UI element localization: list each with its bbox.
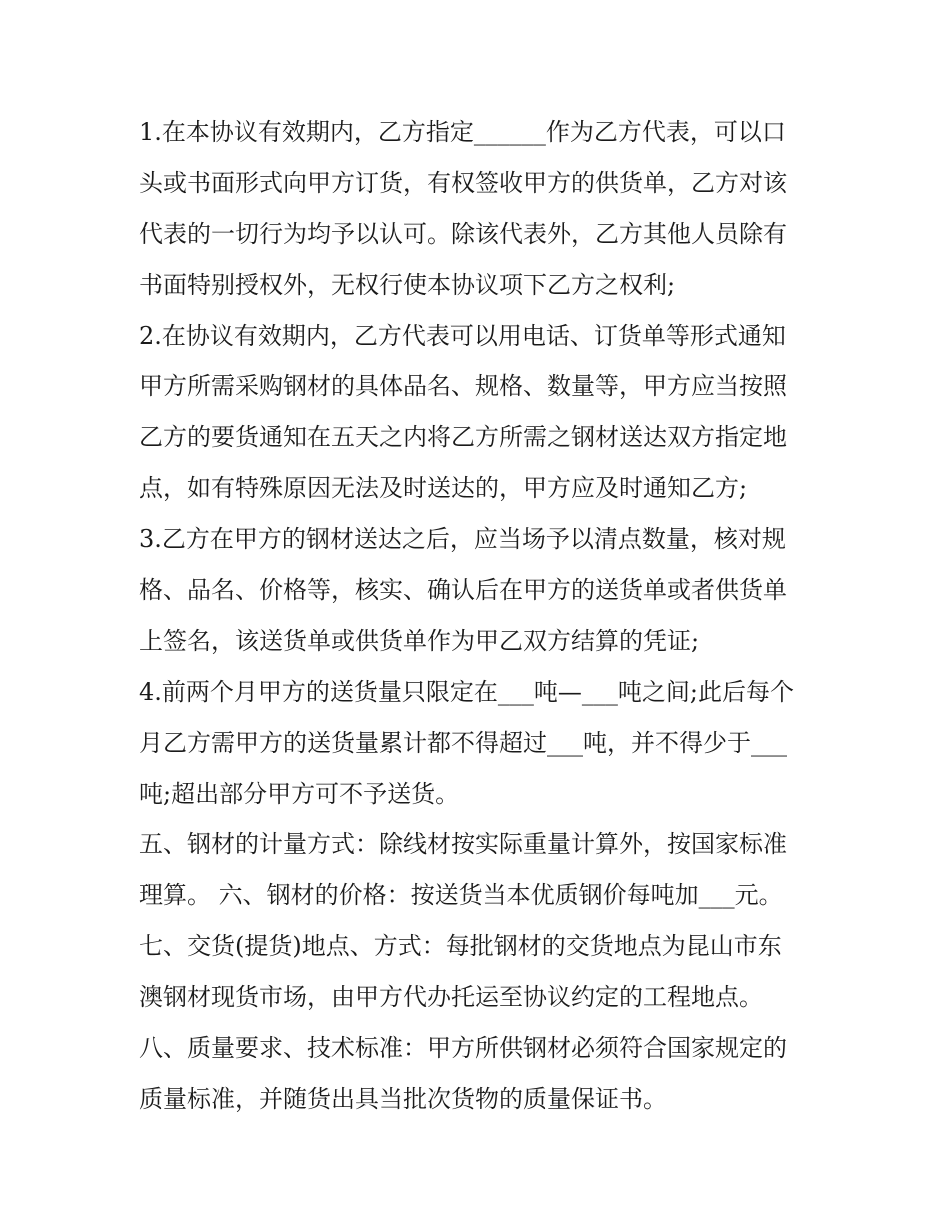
text-line-9: 3.乙方在甲方的钢材送达之后，应当场予以清点数量，核对规 (139, 525, 786, 554)
text-line-4: 书面特别授权外，无权行使本协议项下乙方之权利; (139, 270, 676, 299)
text-line-5: 2.在协议有效期内，乙方代表可以用电话、订货单等形式通知 (139, 321, 786, 350)
text-line-2: 头或书面形式向甲方订货，有权签收甲方的供货单，乙方对该 (139, 168, 787, 197)
text-line-11: 上签名，该送货单或供货单作为甲乙双方结算的凭证; (139, 626, 700, 655)
text-line-7: 乙方的要货通知在五天之内将乙方所需之钢材送达双方指定地 (139, 423, 787, 452)
text-line-20: 质量标准，并随货出具当批次货物的质量保证书。 (139, 1084, 667, 1113)
text-line-16: 理算。 六、钢材的价格：按送货当本优质钢价每吨加___元。 (139, 881, 783, 910)
text-line-14: 吨;超出部分甲方可不予送货。 (139, 779, 460, 808)
document-body (139, 107, 813, 1125)
text-line-6: 甲方所需采购钢材的具体品名、规格、数量等，甲方应当按照 (139, 372, 787, 401)
text-line-10: 格、品名、价格等，核实、确认后在甲方的送货单或者供货单 (139, 576, 787, 605)
text-line-8: 点，如有特殊原因无法及时送达的，甲方应及时通知乙方; (139, 474, 748, 503)
text-line-3: 代表的一切行为均予以认可。除该代表外，乙方其他人员除有 (139, 219, 787, 248)
text-line-17: 七、交货(提货)地点、方式：每批钢材的交货地点为昆山市东 (139, 932, 782, 961)
text-line-1: 1.在本协议有效期内，乙方指定______作为乙方代表，可以口 (139, 118, 786, 146)
text-line-15: 五、钢材的计量方式：除线材按实际重量计算外，按国家标准 (139, 830, 787, 859)
text-line-18: 澳钢材现货市场，由甲方代办托运至协议约定的工程地点。 (139, 983, 763, 1012)
text-line-13: 月乙方需甲方的送货量累计都不得超过___吨，并不得少于___ (139, 728, 787, 757)
text-line-12: 4.前两个月甲方的送货量只限定在___吨—___吨之间;此后每个 (139, 677, 794, 706)
text-line-19: 八、质量要求、技术标准：甲方所供钢材必须符合国家规定的 (139, 1034, 787, 1063)
